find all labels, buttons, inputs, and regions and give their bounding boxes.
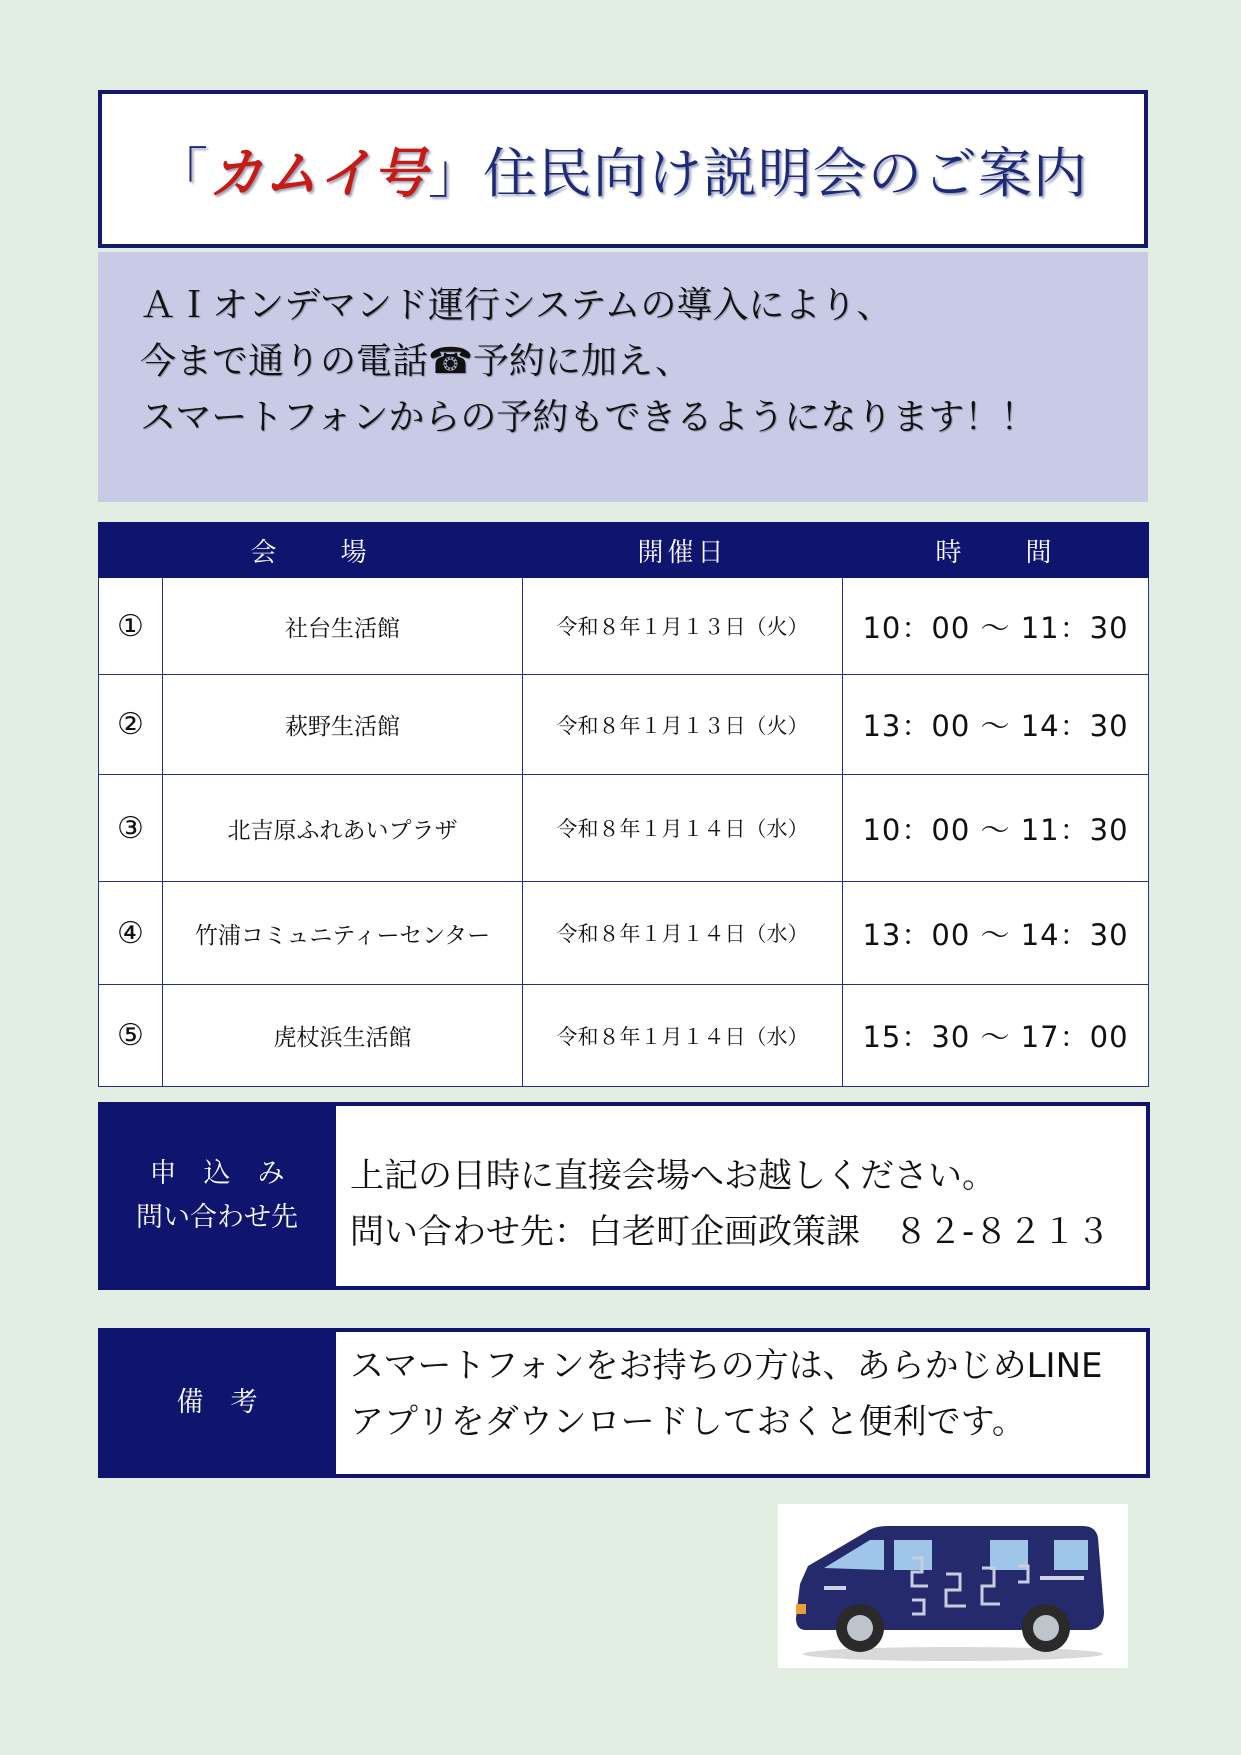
contact-line-2: 問い合わせ先：白老町企画政策課 ８２-８２１３ <box>350 1212 1111 1252</box>
date-cell: 令和８年１月１３日（火） <box>523 675 843 775</box>
title-box <box>98 90 1148 248</box>
contact-body <box>336 1106 1146 1286</box>
contact-label <box>98 1102 336 1290</box>
venue-cell: 萩野生活館 <box>163 675 523 775</box>
bus-illustration <box>778 1504 1128 1668</box>
table-row <box>99 985 1149 1087</box>
title-bus-name: カムイ号 <box>209 141 428 205</box>
header-date: 開催日 <box>523 523 843 578</box>
time-cell: 10：00 ～ 11：30 <box>843 775 1149 882</box>
title-close-bracket: 」 <box>427 141 483 205</box>
table-row <box>99 882 1149 985</box>
header-time: 時 間 <box>843 523 1149 578</box>
contact-label-line-2: 問い合わせ先 <box>136 1202 298 1233</box>
contact-label-line-1: 申 込 み <box>149 1158 285 1189</box>
schedule-table <box>98 522 1149 1087</box>
time-cell: 15：30 ～ 17：00 <box>843 985 1149 1087</box>
venue-cell: 竹浦コミュニティーセンター <box>163 882 523 985</box>
date-cell: 令和８年１月１４日（水） <box>523 775 843 882</box>
page-title <box>154 131 1088 208</box>
time-cell: 13：00 ～ 14：30 <box>843 675 1149 775</box>
row-number: ① <box>99 578 163 675</box>
notes-body <box>336 1332 1146 1474</box>
notes-section <box>98 1328 1150 1478</box>
table-row <box>99 578 1149 675</box>
contact-line-1: 上記の日時に直接会場へお越しください。 <box>350 1156 996 1196</box>
title-open-bracket: 「 <box>154 141 209 205</box>
time-cell: 10：00 ～ 11：30 <box>843 578 1149 675</box>
contact-section <box>98 1102 1150 1290</box>
table-row <box>99 775 1149 882</box>
notes-line-2: アプリをダウンロードしておくと便利です。 <box>350 1402 1026 1442</box>
venue-cell: 北吉原ふれあいプラザ <box>163 775 523 882</box>
intro-line-3: スマートフォンからの予約もできるようになります！！ <box>140 397 1037 438</box>
date-cell: 令和８年１月１３日（火） <box>523 578 843 675</box>
row-number: ⑤ <box>99 985 163 1087</box>
date-cell: 令和８年１月１４日（水） <box>523 985 843 1087</box>
notes-line-1: スマートフォンをお持ちの方は、あらかじめLINE <box>350 1346 1103 1386</box>
intro-line-1: ＡＩオンデマンド運行システムの導入により、 <box>140 285 893 326</box>
intro-line-2: 今まで通りの電話☎予約に加え、 <box>140 341 692 382</box>
intro-panel <box>98 252 1148 502</box>
row-number: ② <box>99 675 163 775</box>
notes-label <box>98 1328 336 1478</box>
row-number: ③ <box>99 775 163 882</box>
venue-cell: 虎杖浜生活館 <box>163 985 523 1087</box>
header-venue: 会 場 <box>99 523 523 578</box>
time-cell: 13：00 ～ 14：30 <box>843 882 1149 985</box>
date-cell: 令和８年１月１４日（水） <box>523 882 843 985</box>
row-number: ④ <box>99 882 163 985</box>
title-rest: 住民向け説明会のご案内 <box>482 141 1088 205</box>
schedule-header-row <box>99 523 1149 578</box>
notes-label-text: 備 考 <box>176 1387 258 1418</box>
venue-cell: 社台生活館 <box>163 578 523 675</box>
bus-icon <box>778 1504 1128 1668</box>
table-row <box>99 675 1149 775</box>
